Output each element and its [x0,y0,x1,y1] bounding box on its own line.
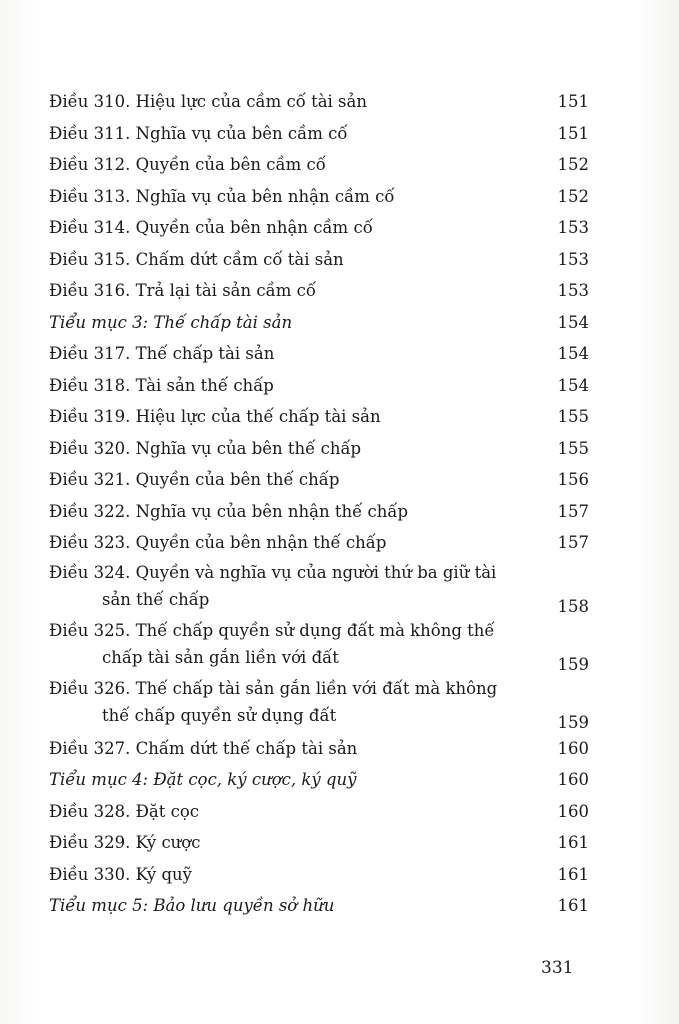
toc-entry [49,181,589,213]
toc-entry-title: Tiểu mục 4: Đặt cọc, ký cược, ký quỹ [49,770,357,789]
toc-entry-page: 159 [557,654,589,674]
toc-entry-page: 155 [557,438,589,458]
toc-entry-title: Điều 326. Thế chấp tài sản gắn liền với đất mà không thế chấp quyền sử dụng đất [49,675,529,729]
toc-entry-title: Điều 330. Ký quỹ [49,864,192,884]
toc-entry-title: Điều 327. Chấm dứt thế chấp tài sản [49,738,358,758]
toc-entry-title: Điều 316. Trả lại tài sản cầm cố [49,281,316,300]
toc-entry [49,370,589,402]
toc-entry-title: Điều 315. Chấm dứt cầm cố tài sản [49,249,344,269]
toc-entry-title: Điều 317. Thế chấp tài sản [49,344,275,363]
toc-entry [49,859,589,891]
toc-entry-page: 155 [557,407,589,426]
toc-entry-title-continuation: sản thế chấp [102,589,210,609]
toc-entry-title: Điều 328. Đặt cọc [49,801,200,821]
toc-section-heading [49,307,589,339]
toc-entry [49,617,589,675]
toc-entry-page: 154 [557,312,589,332]
toc-section-heading [49,764,589,796]
toc-entry-title: Điều 329. Ký cược [49,833,201,852]
toc-entry-title: Điều 321. Quyền của bên thế chấp [49,470,340,489]
toc-entry-title: Điều 311. Nghĩa vụ của bên cầm cố [49,123,348,143]
toc-entry-page: 153 [557,249,589,269]
toc-entry [49,118,589,150]
toc-entry-title: Điều 313. Nghĩa vụ của bên nhận cầm cố [49,186,395,206]
toc-entry-title: Điều 318. Tài sản thế chấp [49,375,274,395]
toc-entry-page: 154 [557,344,589,363]
toc-entry [49,796,589,828]
toc-entry [49,212,589,244]
toc-entry-page: 154 [557,375,589,395]
toc-entry-title: Điều 320. Nghĩa vụ của bên thế chấp [49,438,362,458]
toc-entry [49,733,589,765]
page-number: 331 [541,958,574,978]
toc-entry-page: 151 [557,123,589,143]
toc-entry [49,496,589,528]
toc-entry-page: 159 [557,712,589,732]
toc-entry-page: 152 [557,155,589,174]
toc-entry-title: Điều 314. Quyền của bên nhận cầm cố [49,218,373,237]
table-of-contents [49,86,589,922]
toc-entry-page: 153 [557,218,589,237]
toc-entry-title: Điều 319. Hiệu lực của thế chấp tài sản [49,407,381,426]
toc-entry-page: 160 [557,801,589,821]
toc-entry-title-continuation: thế chấp quyền sử dụng đất [102,705,337,725]
toc-entry-title-continuation: chấp tài sản gắn liền với đất [102,647,339,667]
toc-entry-title: Điều 322. Nghĩa vụ của bên nhận thế chấp [49,501,409,521]
toc-entry-title: Điều 323. Quyền của bên nhận thế chấp [49,533,387,552]
toc-entry [49,275,589,307]
toc-entry [49,338,589,370]
toc-entry-title: Tiểu mục 3: Thế chấp tài sản [49,312,293,332]
toc-entry-page: 153 [557,281,589,300]
toc-section-heading [49,890,589,922]
toc-entry-title: Tiểu mục 5: Bảo lưu quyền sở hữu [49,896,335,915]
toc-entry-page: 161 [557,833,589,852]
toc-entry [49,86,589,118]
toc-entry-page: 161 [557,896,589,915]
toc-entry-title: Điều 324. Quyền và nghĩa vụ của người thứ ba giữ tài sản thế chấp [49,559,529,613]
toc-entry-title: Điều 312. Quyền của bên cầm cố [49,155,326,174]
toc-entry-title: Điều 325. Thế chấp quyền sử dụng đất mà không thế chấp tài sản gắn liền với đất [49,617,529,671]
toc-entry-page: 160 [557,770,589,789]
toc-entry-page: 151 [557,92,589,111]
toc-entry-page: 158 [557,596,589,616]
toc-entry [49,433,589,465]
toc-entry [49,149,589,181]
toc-entry-page: 160 [557,738,589,758]
toc-entry [49,244,589,276]
toc-entry [49,464,589,496]
toc-entry [49,675,589,733]
toc-entry-page: 157 [557,533,589,552]
toc-entry [49,527,589,559]
toc-entry-title: Điều 310. Hiệu lực của cầm cố tài sản [49,92,367,111]
toc-entry-page: 157 [557,501,589,521]
toc-entry-page: 161 [557,864,589,884]
toc-entry-page: 152 [557,186,589,206]
toc-entry [49,827,589,859]
toc-entry-page: 156 [557,470,589,489]
toc-entry [49,401,589,433]
toc-entry [49,559,589,617]
